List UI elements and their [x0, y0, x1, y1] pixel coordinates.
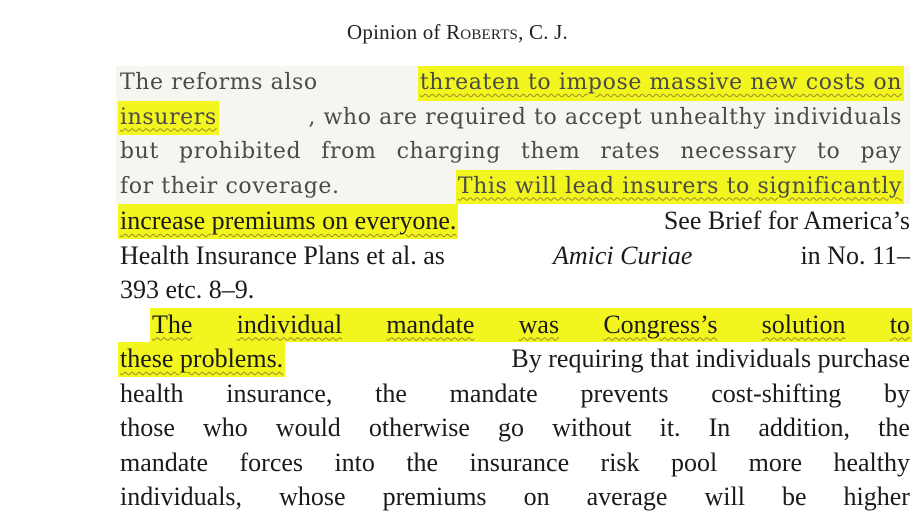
word: more: [748, 447, 803, 477]
running-head-prefix: Opinion of: [347, 20, 447, 44]
text-line: [120, 480, 910, 515]
text-run: in No. 11–: [800, 240, 910, 270]
word: solution: [761, 309, 846, 339]
word: the: [878, 413, 910, 442]
word: those: [120, 413, 175, 442]
word: the: [406, 447, 439, 477]
word: The: [152, 309, 193, 339]
word: rates: [600, 139, 661, 164]
word: into: [334, 447, 375, 477]
word: the: [375, 378, 407, 408]
text-line: [120, 239, 910, 274]
word: from: [321, 139, 377, 164]
text-line: [120, 101, 902, 136]
highlighted-phrase[interactable]: these problems.: [118, 342, 285, 377]
text-run: [152, 308, 910, 343]
text-run: , who are required to accept unhealthy individuals: [308, 104, 902, 130]
text-run: 393 etc. 8–9.: [120, 275, 255, 304]
word: to: [817, 139, 841, 164]
word: addition,: [758, 413, 851, 442]
text-line: [120, 446, 910, 481]
word: mandate: [386, 309, 475, 339]
text-run: See Brief for America’s: [663, 206, 910, 235]
word: average: [586, 482, 668, 511]
word: individual: [236, 309, 343, 339]
word: them: [521, 139, 581, 164]
word: healthy: [833, 447, 910, 477]
word: otherwise: [368, 413, 470, 442]
word: pool: [670, 447, 718, 477]
word: necessary: [680, 139, 797, 164]
text-line: [120, 342, 910, 377]
word: by: [884, 378, 910, 408]
faded-ocr-region: [116, 66, 910, 204]
word: Congress’s: [603, 309, 718, 339]
running-head-suffix: , C. J.: [518, 20, 568, 44]
text-run: [120, 377, 910, 412]
text-run: [120, 446, 910, 481]
word: was: [518, 309, 560, 339]
word: it.: [659, 413, 681, 442]
word: In: [708, 413, 731, 442]
word: individuals,: [120, 482, 243, 511]
word: be: [781, 482, 807, 511]
word: on: [523, 482, 550, 511]
text-line: [120, 377, 910, 412]
word: who: [202, 413, 248, 442]
word: whose: [279, 482, 346, 511]
highlighted-phrase[interactable]: increase premiums on everyone.: [118, 204, 458, 239]
text-run: The reforms also: [120, 70, 318, 95]
text-run: [120, 480, 910, 515]
word: health: [120, 378, 184, 408]
text-line: [120, 204, 910, 239]
word: prevents: [580, 378, 669, 408]
word: prohibited: [179, 139, 302, 164]
text-run: [120, 411, 910, 446]
text-line: [120, 170, 902, 205]
word: premiums: [382, 482, 487, 511]
text-line: [120, 135, 902, 170]
text-line: [120, 411, 910, 446]
word: risk: [600, 447, 640, 477]
text-run: Health Insurance Plans et al. as: [120, 240, 445, 270]
highlighted-phrase[interactable]: insurers: [118, 101, 219, 136]
word: mandate: [120, 447, 209, 477]
word: without: [552, 413, 632, 442]
word: cost-shifting: [711, 378, 842, 408]
word: to: [889, 309, 910, 339]
text-line: [120, 273, 910, 308]
word: mandate: [449, 378, 538, 408]
running-head-name: Roberts: [446, 20, 519, 44]
word: insurance,: [226, 378, 333, 408]
running-head: [0, 20, 915, 45]
word: go: [498, 413, 525, 442]
text-run: for their coverage.: [120, 173, 340, 199]
highlighted-phrase[interactable]: [150, 308, 912, 343]
highlighted-phrase[interactable]: threaten to impose massive new costs on: [418, 66, 904, 101]
word: would: [275, 413, 341, 442]
text-run: [120, 135, 902, 170]
word: pay: [860, 139, 902, 164]
word: charging: [396, 139, 501, 164]
text-line: [120, 66, 902, 101]
opinion-text: [120, 66, 910, 515]
italic-term: Amici Curiae: [552, 240, 693, 270]
word: forces: [239, 447, 304, 477]
word: but: [120, 139, 159, 164]
word: will: [704, 482, 745, 511]
word: higher: [843, 482, 910, 511]
highlighted-phrase[interactable]: This will lead insurers to significantly: [456, 170, 904, 205]
text-run: By requiring that individuals purchase: [511, 344, 910, 373]
word: insurance: [469, 447, 570, 477]
text-line: [120, 308, 910, 343]
